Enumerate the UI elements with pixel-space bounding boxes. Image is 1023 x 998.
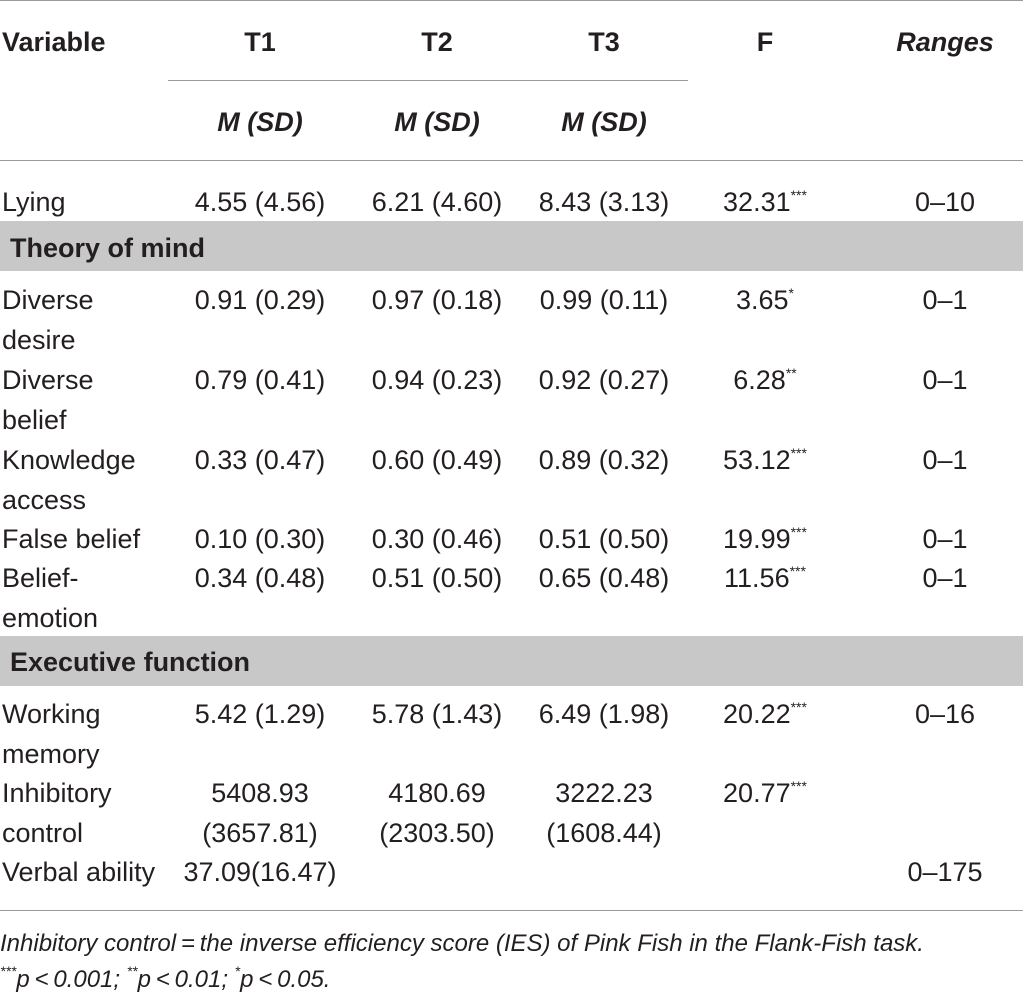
f-value: 19.99 (723, 524, 791, 554)
p-threshold-05: p < 0.05. (240, 966, 331, 993)
cell-working-memory-range: 0–16 (914, 699, 976, 729)
section-executive-function: Executive function (10, 647, 251, 677)
row-label-inhibitory-control-2: control (2, 818, 84, 848)
cell-diverse-desire-range: 0–1 (922, 285, 968, 315)
time-span-rule (168, 80, 688, 81)
cell-diverse-belief-t2: 0.94 (0.23) (371, 365, 503, 395)
row-label-working-memory-2: memory (2, 739, 100, 769)
sig-marker-2: ** (126, 963, 138, 979)
cell-belief-emotion-f (690, 558, 840, 598)
cell-knowledge-access-range: 0–1 (922, 445, 968, 475)
cell-inhibitory-control-t2-sd: (2303.50) (379, 818, 495, 848)
row-label-false-belief: False belief (2, 524, 141, 554)
header-bottom-rule (0, 160, 1023, 161)
cell-diverse-desire-t2: 0.97 (0.18) (371, 285, 503, 315)
significance-marker: ** (785, 365, 797, 381)
footnote-definition: Inhibitory control = the inverse efficiency score (IES) of Pink Fish in the Flank-Fish task. (0, 930, 924, 957)
row-label-knowledge-access-1: Knowledge (2, 445, 136, 475)
row-label-diverse-desire-1: Diverse (2, 285, 94, 315)
f-value: 3.65 (735, 285, 789, 315)
row-label-inhibitory-control-1: Inhibitory (2, 778, 112, 808)
cell-lying-t3: 8.43 (3.13) (538, 187, 670, 217)
f-value: 6.28 (733, 365, 786, 395)
cell-lying-range: 0–10 (914, 187, 976, 217)
cell-knowledge-access-t1: 0.33 (0.47) (194, 445, 326, 475)
cell-false-belief-range: 0–1 (922, 524, 968, 554)
cell-inhibitory-control-t1-sd: (3657.81) (202, 818, 318, 848)
header-ranges: Ranges (896, 27, 994, 57)
significance-marker: *** (790, 524, 807, 540)
cell-working-memory-t2: 5.78 (1.43) (371, 699, 503, 729)
cell-belief-emotion-t1: 0.34 (0.48) (194, 563, 326, 593)
f-value: 20.22 (723, 699, 791, 729)
cell-knowledge-access-t2: 0.60 (0.49) (371, 445, 503, 475)
header-t2: T2 (421, 27, 453, 57)
cell-diverse-desire-t3: 0.99 (0.11) (539, 285, 669, 315)
significance-marker: *** (789, 563, 806, 579)
cell-inhibitory-control-t3-sd: (1608.44) (546, 818, 662, 848)
significance-marker: *** (790, 187, 807, 203)
cell-lying-f (690, 182, 840, 222)
header-msd-t2: M (SD) (394, 107, 480, 137)
cell-inhibitory-control-f (690, 773, 840, 813)
cell-lying-t2: 6.21 (4.60) (371, 187, 503, 217)
top-rule (0, 0, 1023, 1)
row-label-verbal-ability: Verbal ability (2, 857, 156, 887)
row-label-diverse-belief-1: Diverse (2, 365, 94, 395)
table-bottom-rule (0, 910, 1023, 911)
sig-marker-3: *** (0, 963, 17, 979)
f-value: 53.12 (723, 445, 791, 475)
cell-diverse-belief-t1: 0.79 (0.41) (194, 365, 326, 395)
significance-marker: *** (790, 699, 807, 715)
p-threshold-01: p < 0.01; (137, 966, 235, 993)
cell-knowledge-access-f (690, 440, 840, 480)
row-label-belief-emotion-1: Belief- (2, 563, 79, 593)
header-msd-t1: M (SD) (217, 107, 303, 137)
cell-lying-t1: 4.55 (4.56) (194, 187, 326, 217)
cell-knowledge-access-t3: 0.89 (0.32) (538, 445, 670, 475)
row-label-knowledge-access-2: access (2, 485, 87, 515)
cell-diverse-desire-t1: 0.91 (0.29) (194, 285, 326, 315)
cell-inhibitory-control-t1-mean: 5408.93 (211, 778, 309, 808)
cell-false-belief-t2: 0.30 (0.46) (371, 524, 503, 554)
cell-belief-emotion-t2: 0.51 (0.50) (371, 563, 503, 593)
p-threshold-001: p < 0.001; (16, 966, 127, 993)
cell-diverse-desire-f (690, 280, 840, 320)
cell-verbal-ability-t1: 37.09(16.47) (183, 857, 337, 887)
row-label-belief-emotion-2: emotion (2, 603, 99, 633)
cell-inhibitory-control-t3-mean: 3222.23 (555, 778, 653, 808)
header-f: F (756, 27, 774, 57)
cell-diverse-belief-t3: 0.92 (0.27) (538, 365, 670, 395)
section-theory-of-mind: Theory of mind (10, 233, 205, 263)
cell-verbal-ability-range: 0–175 (907, 857, 983, 887)
header-t3: T3 (588, 27, 620, 57)
footnote-significance (0, 962, 330, 998)
cell-belief-emotion-t3: 0.65 (0.48) (538, 563, 670, 593)
f-value: 32.31 (723, 187, 791, 217)
header-t1: T1 (244, 27, 276, 57)
row-label-working-memory-1: Working (2, 699, 101, 729)
significance-marker: *** (790, 445, 807, 461)
cell-working-memory-f (690, 694, 840, 734)
row-label-diverse-desire-2: desire (2, 325, 76, 355)
cell-inhibitory-control-t2-mean: 4180.69 (388, 778, 486, 808)
sig-marker-1: * (234, 963, 241, 979)
cell-diverse-belief-range: 0–1 (922, 365, 968, 395)
cell-false-belief-t1: 0.10 (0.30) (194, 524, 326, 554)
row-label-lying: Lying (2, 187, 66, 217)
cell-diverse-belief-f (690, 360, 840, 400)
row-label-diverse-belief-2: belief (2, 405, 67, 435)
cell-working-memory-t3: 6.49 (1.98) (538, 699, 670, 729)
header-variable: Variable (2, 27, 106, 57)
significance-marker: *** (790, 778, 807, 794)
cell-belief-emotion-range: 0–1 (922, 563, 968, 593)
cell-false-belief-f (690, 519, 840, 559)
cell-false-belief-t3: 0.51 (0.50) (538, 524, 670, 554)
f-value: 11.56 (724, 563, 790, 593)
cell-working-memory-t1: 5.42 (1.29) (194, 699, 326, 729)
f-value: 20.77 (723, 778, 791, 808)
significance-marker: * (788, 285, 794, 301)
header-msd-t3: M (SD) (561, 107, 647, 137)
